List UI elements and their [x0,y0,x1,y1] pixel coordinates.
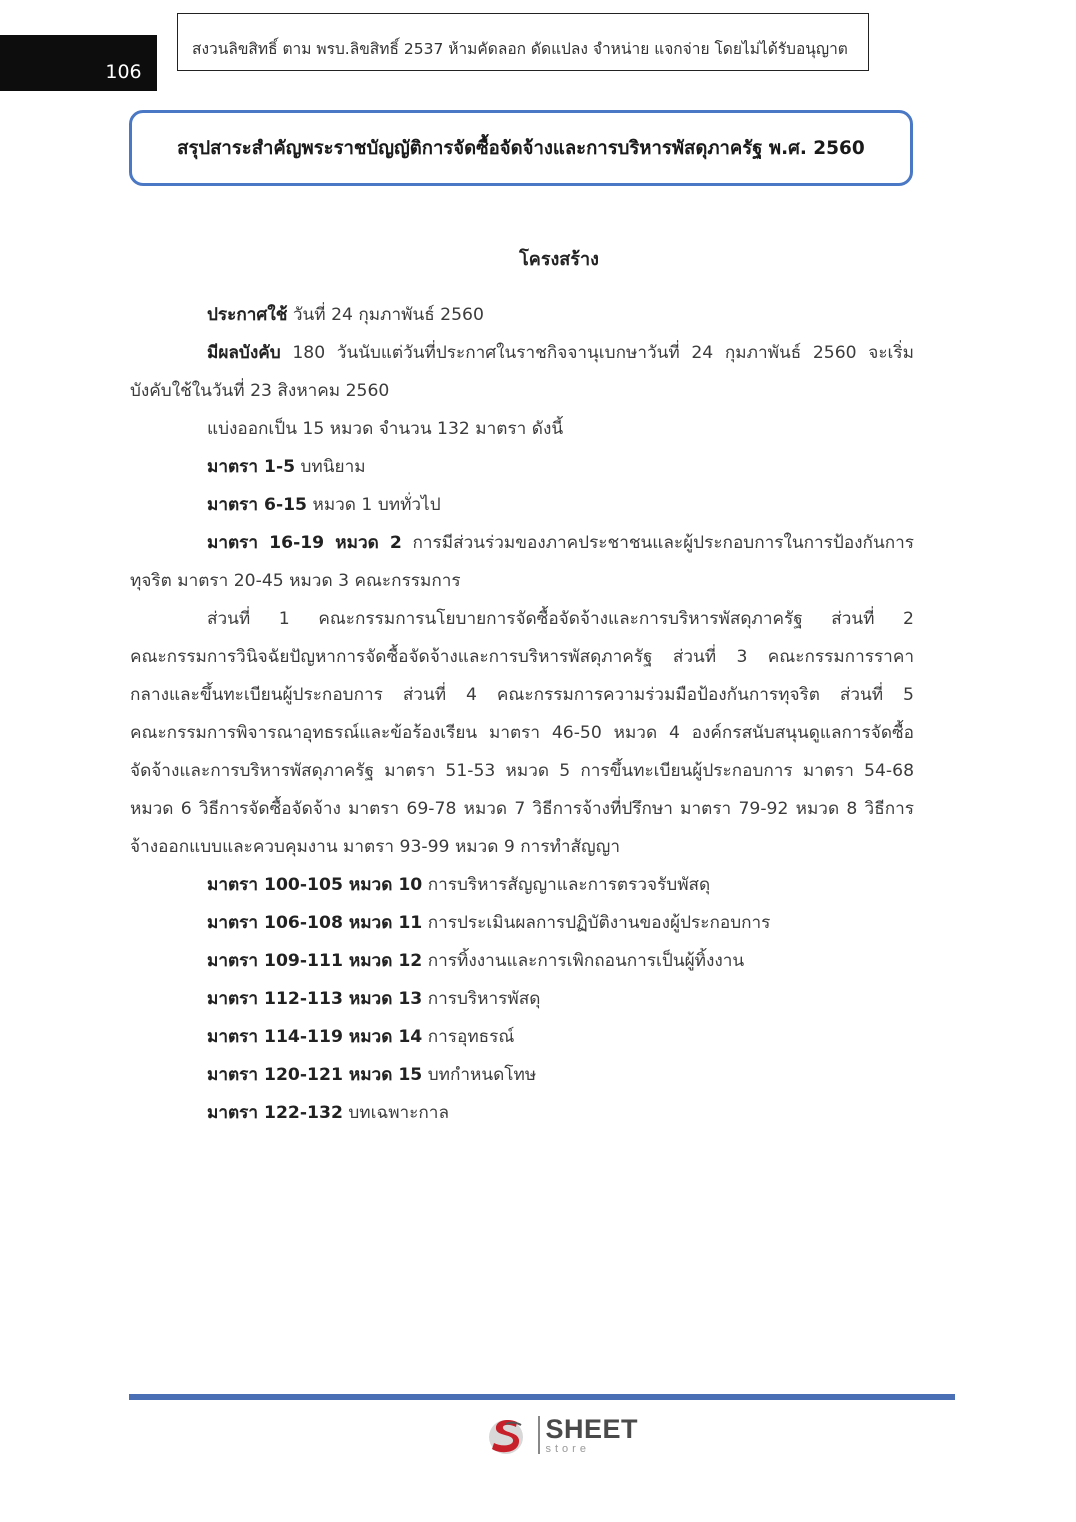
section-label: มาตรา 114-119 หมวด 14 [207,1027,423,1047]
section-text: การมีส่วนร่วมของภาคประชาชนและผู้ประกอบการในการป้องกันการ [401,533,914,553]
section-line-cont: ทุจริต มาตรา 20-45 หมวด 3 คณะกรรมการ [130,571,461,591]
committee-paragraph-line: คณะกรรมการวินิจฉัยปัญหาการจัดซื้อจัดจ้างและการบริหารพัสดุภาครัฐ ส่วนที่ 3 คณะกรรมการราคา [130,647,914,667]
section-label: มาตรา 106-108 หมวด 11 [207,913,423,933]
effective-line [130,334,914,372]
section-text: การบริหารสัญญาและการตรวจรับพัสดุ [422,875,711,895]
section-label: มาตรา 109-111 หมวด 12 [207,951,423,971]
logo-sub-text: store [545,1442,590,1455]
committee-paragraph-line: กลางและขึ้นทะเบียนผู้ประกอบการ ส่วนที่ 4 คณะกรรมการความร่วมมือป้องกันการทุจริต ส่วนที่ 5 [130,685,914,705]
footer-rule [129,1394,955,1400]
section-line [130,866,914,904]
section-label: มาตรา 1-5 [207,457,296,477]
section-text: การประเมินผลการปฏิบัติงานของผู้ประกอบการ [422,913,771,933]
section-line [130,486,914,524]
committee-paragraph-line: จัดจ้างและการบริหารพัสดุภาครัฐ มาตรา 51-53 หมวด 5 การขึ้นทะเบียนผู้ประกอบการ มาตรา 54-68 [130,761,914,781]
committee-paragraph-line: ส่วนที่ 1 คณะกรรมการนโยบายการจัดซื้อจัดจ้างและการบริหารพัสดุภาครัฐ ส่วนที่ 2 [207,609,914,629]
sheet-logo-icon [486,1413,530,1457]
section-text: การทิ้งงานและการเพิกถอนการเป็นผู้ทิ้งงาน [422,951,745,971]
section-line [130,904,914,942]
section-line [130,524,914,562]
committee-paragraph-line: คณะกรรมการพิจารณาอุทธรณ์และข้อร้องเรียน มาตรา 46-50 หมวด 4 องค์กรสนับสนุนดูแลการจัดซื้อ [130,723,914,743]
effective-line-cont: บังคับใช้ในวันที่ 23 สิงหาคม 2560 [130,381,390,401]
section-text: บทกำหนดโทษ [422,1065,537,1085]
section-label: มาตรา 120-121 หมวด 15 [207,1065,423,1085]
section-line [130,1094,914,1132]
announce-line [130,296,914,334]
section-line [130,980,914,1018]
section-text: บทนิยาม [295,457,366,477]
section-line [130,1056,914,1094]
document-body [130,296,914,1132]
section-text: การอุทธรณ์ [422,1027,515,1047]
section-line [130,942,914,980]
logo-main-text: SHEET [545,1413,639,1444]
logo-divider [538,1416,540,1454]
effective-text: 180 วันนับแต่วันที่ประกาศในราชกิจจานุเบกษาวันที่ 24 กุมภาพันธ์ 2560 จะเริ่ม [280,343,914,363]
section-line [130,1018,914,1056]
committee-paragraph-line: จ้างออกแบบและควบคุมงาน มาตรา 93-99 หมวด 9 การทำสัญญา [130,837,620,857]
copyright-notice: สงวนลิขสิทธิ์ ตาม พรบ.ลิขสิทธิ์ 2537 ห้ามคัดลอก ดัดแปลง จำหน่าย แจกจ่าย โดยไม่ได้รับอนุญาต [177,13,869,71]
section-label: มาตรา 16-19 หมวด 2 [207,533,402,553]
announce-label: ประกาศใช้ [207,305,288,325]
announce-text: วันที่ 24 กุมภาพันธ์ 2560 [287,305,484,325]
section-text: บทเฉพาะกาล [342,1103,449,1123]
committee-paragraph-line: หมวด 6 วิธีการจัดซื้อจัดจ้าง มาตรา 69-78 หมวด 7 วิธีการจ้างที่ปรึกษา มาตรา 79-92 หมวด 8 วิธีการ [130,799,914,819]
section-label: มาตรา 100-105 หมวด 10 [207,875,423,895]
sheet-store-logo [486,1412,638,1458]
document-title: สรุปสาระสำคัญพระราชบัญญัติการจัดซื้อจัดจ้างและการบริหารพัสดุภาครัฐ พ.ศ. 2560 [129,110,913,186]
page-number: 106 [0,35,157,91]
logo-text [545,1413,639,1455]
division-line: แบ่งออกเป็น 15 หมวด จำนวน 132 มาตรา ดังนี้ [207,419,564,439]
section-line [130,448,914,486]
section-text: หมวด 1 บททั่วไป [307,495,441,515]
effective-label: มีผลบังคับ [207,343,281,363]
section-label: มาตรา 122-132 [207,1103,343,1123]
section-text: การบริหารพัสดุ [422,989,541,1009]
section-heading: โครงสร้าง [519,249,599,270]
section-label: มาตรา 6-15 [207,495,308,515]
section-label: มาตรา 112-113 หมวด 13 [207,989,423,1009]
